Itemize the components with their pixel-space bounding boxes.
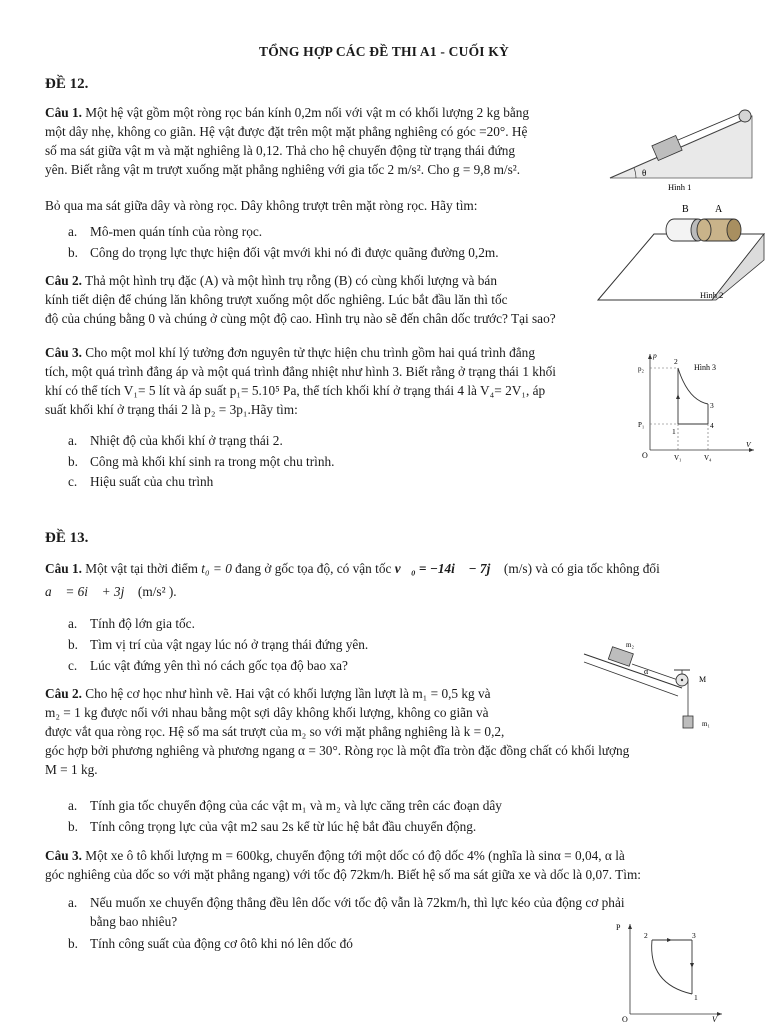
svg-text:3: 3 [710,401,714,410]
svg-text:2: 2 [674,357,678,366]
svg-text:m₂: m₂ [626,641,634,649]
cylinder-b-label: B [682,204,689,215]
list-item: b. Công do trọng lực thực hiện đối vật mvới khi nó đi được quãng đường 0,2m. [68,245,499,260]
list-item: a. Tính gia tốc chuyển động của các vật m₁ và m₂ và lực căng trên các đoạn dây [68,798,502,813]
de12-cau2-text: Câu 2. Thả một hình trụ đặc (A) và một hình trụ rỗng (B) có cùng khối lượng và bán kính tiết diện để chúng lăn không trượt xuống một dốc nghiêng. Lúc bắt đầu lăn thì tốc độ của chúng bằng 0 và chúng ở cùng một độ cao. Hình trụ nào sẽ đến chân dốc trước? Tại sao? [45,273,556,326]
svg-text:V₄: V₄ [704,454,712,462]
figure-2-cylinders [594,200,768,310]
svg-text:V: V [712,1015,717,1022]
svg-text:p: p [653,351,657,360]
list-item: a. Nếu muốn xe chuyển động thẳng đều lên dốc với tốc độ vẫn là 72km/h, thì lực kéo của động cơ phải bằng bao nhiêu? [68,895,625,929]
svg-text:p₂: p₂ [638,365,644,373]
figure-caption: Hình 2 [700,290,724,300]
figure-pv-cycle [608,918,726,1022]
list-item: a. Mô-men quán tính của ròng rọc. [68,224,263,239]
de12-cau1-text: Câu 1. Một hệ vật gồm một ròng rọc bán kính 0,2m nối với vật m có khối lượng 2 kg bằng một dây nhẹ, không co giãn. Hệ vật được đặt trên một mặt phẳng nghiêng có góc =20°. Hệ số ma sát giữa vật m và mặt nghiêng là 0,12. Thả cho hệ chuyển động từ trạng thái đứng yên. Biết rằng vật m trượt xuống mặt phẳng nghiêng với gia tốc 2 m/s². Cho g = 9,8 m/s². [45,105,530,177]
svg-text:O: O [622,1015,628,1022]
svg-text:V: V [746,440,751,449]
list-item: c. Hiệu suất của chu trình [68,474,214,489]
de13-cau1-text: Câu 1. Một vật tại thời điểm t₀ = 0 đang ở gốc tọa độ, có vận tốc v⃗₀ = −14i⃗ − 7j⃗ (m/s) và có gia tốc không đổi a⃗ = 6i⃗ + 3j⃗ (m/s² ). [45,561,660,599]
figure-1-incline [606,104,756,194]
angle-label: θ [642,168,647,178]
svg-text:P₁: P₁ [638,421,645,429]
de12-cau3-text: Câu 3. Cho một mol khí lý tưởng đơn nguyên tử thực hiện chu trình gồm hai quá trình đẳng tích, một quá trình đẳng áp và một quá trình đẳng nhiệt như hình 3. Biết rằng ở trạng thái 1 khối khí có thể tích V₁= 5 lít và áp suất p₁= 5.10⁵ Pa, thể tích khối khí ở trạng thái 4 là V₄= 2V₁, áp suất khối khí ở trạng thái 2 là p₂ = 3p₁.Hãy tìm: [45,345,556,417]
svg-text:m₁: m₁ [702,720,710,728]
section-heading-de12: ĐỀ 12. [45,76,89,92]
de13-cau2-text: Câu 2. Cho hệ cơ học như hình vẽ. Hai vật có khối lượng lần lượt là m₁ = 0,5 kg và m₂ = 1 kg được nối với nhau bằng một sợi dây không khối lượng, không co giãn và được vắt qua ròng rọc. Hệ số ma sát trượt của m₂ so với mặt phẳng nghiêng là k = 0,2, góc hợp bởi phương nghiêng và phương ngang α = 30°. Ròng rọc là một đĩa tròn đặc đồng chất có khối lượng M = 1 kg. [45,686,630,777]
svg-text:4: 4 [710,421,714,430]
svg-text:M: M [699,675,707,684]
section-heading-de13: ĐỀ 13. [45,530,89,546]
list-item: b. Tìm vị trí của vật ngay lúc nó ở trạng thái đứng yên. [68,637,369,652]
svg-text:O: O [642,451,648,460]
de13-cau3-text: Câu 3. Một xe ô tô khối lượng m = 600kg, chuyển động tới một dốc có độ dốc 4% (nghĩa là sinα = 0,04, α là góc nghiêng của dốc so với mặt phẳng ngang) với tốc độ 72km/h. Biết hệ số ma sát giữa xe và dốc là 0,07. Tìm: [45,848,641,882]
cylinder-a-label: A [715,204,723,215]
figure-caption: Hình 3 [694,363,716,372]
list-item: b. Công mà khối khí sinh ra trong một chu trình. [68,454,335,469]
list-item: a. Nhiệt độ của khối khí ở trạng thái 2. [68,433,283,448]
figure-3-pv-diagram [632,350,758,462]
figure-caption: Hình 1 [668,182,692,192]
question-label: Câu 1. [45,105,82,120]
document-title: TỔNG HỢP CÁC ĐỀ THI A1 - CUỐI KỲ [259,44,509,59]
svg-text:α: α [644,667,649,676]
list-item: a. Tính độ lớn gia tốc. [68,616,195,631]
svg-text:1: 1 [694,993,698,1002]
svg-text:P: P [616,923,621,932]
list-item: b. Tính công suất của động cơ ôtô khi nó lên dốc đó [68,936,353,951]
svg-text:3: 3 [692,931,696,940]
figure-incline-pulley [582,636,730,740]
de12-cau1-note: Bỏ qua ma sát giữa dây và ròng rọc. Dây không trượt trên mặt ròng rọc. Hãy tìm: [45,198,478,213]
svg-text:2: 2 [644,931,648,940]
list-item: b. Tính công trọng lực của vật m2 sau 2s kể từ lúc hệ bắt đầu chuyển động. [68,819,477,834]
list-item: c. Lúc vật đứng yên thì nó cách gốc tọa độ bao xa? [68,658,348,673]
svg-text:V₁: V₁ [674,454,682,462]
svg-text:1: 1 [672,427,676,436]
